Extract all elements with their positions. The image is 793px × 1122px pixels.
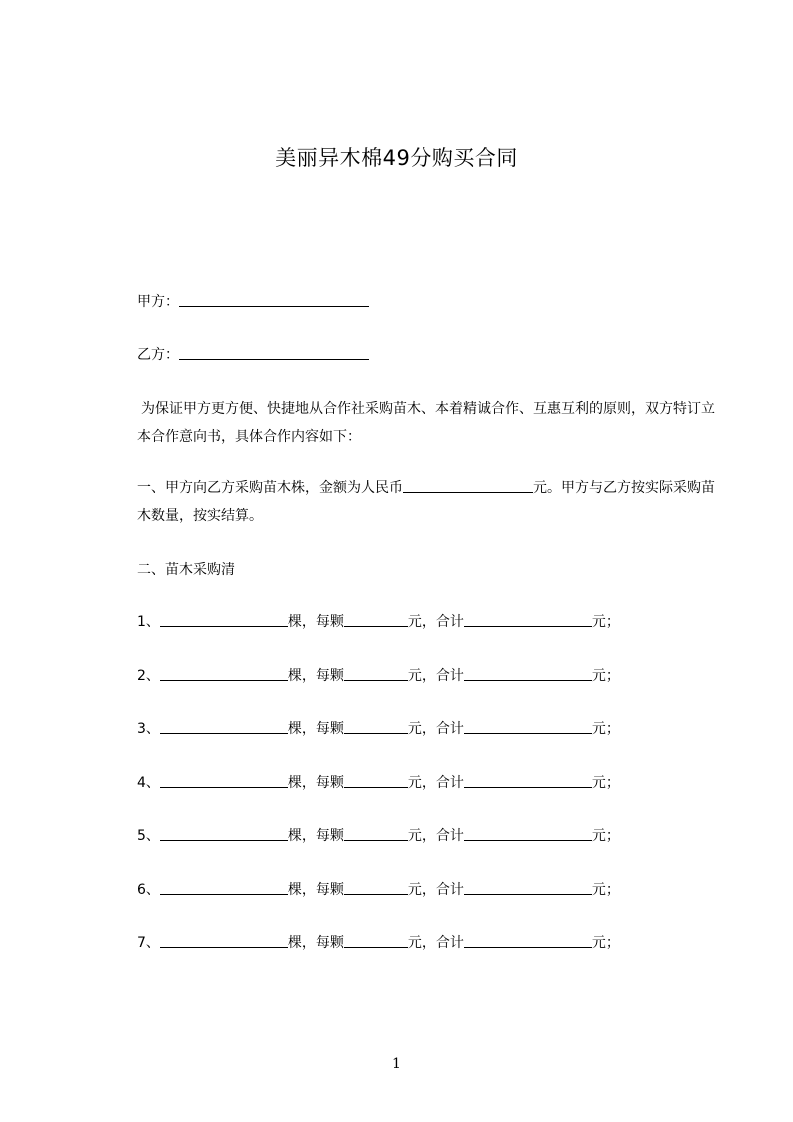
unit-price-blank[interactable] bbox=[344, 826, 408, 841]
unit-price-blank[interactable] bbox=[344, 612, 408, 627]
unit-total-text: 元； bbox=[591, 721, 620, 737]
clause-1-paragraph bbox=[137, 474, 727, 530]
unit-qty-text: 棵，每颗 bbox=[287, 774, 344, 791]
quantity-blank[interactable] bbox=[160, 880, 288, 895]
unit-total-text: 元； bbox=[591, 774, 620, 791]
amount-blank[interactable] bbox=[403, 478, 533, 493]
list-item-number: 2、 bbox=[137, 667, 160, 684]
purchase-list-item bbox=[137, 612, 620, 632]
quantity-blank[interactable] bbox=[160, 933, 288, 948]
total-blank[interactable] bbox=[464, 612, 592, 627]
quantity-blank[interactable] bbox=[160, 666, 288, 681]
total-blank[interactable] bbox=[464, 666, 592, 681]
total-blank[interactable] bbox=[464, 826, 592, 841]
list-item-number: 6、 bbox=[137, 881, 160, 898]
total-blank[interactable] bbox=[464, 773, 592, 788]
intro-paragraph bbox=[137, 395, 727, 451]
quantity-blank[interactable] bbox=[160, 773, 288, 788]
party-a-label: 甲方： bbox=[137, 294, 179, 310]
total-blank[interactable] bbox=[464, 880, 592, 895]
unit-price-blank[interactable] bbox=[344, 933, 408, 948]
unit-qty-text: 棵，每颗 bbox=[287, 667, 344, 684]
list-item-number: 1、 bbox=[137, 614, 160, 630]
unit-price-blank[interactable] bbox=[344, 880, 408, 895]
party-b-line bbox=[137, 345, 369, 365]
party-b-blank[interactable] bbox=[179, 345, 369, 360]
unit-qty-text: 棵，每颗 bbox=[287, 828, 344, 844]
unit-price-blank[interactable] bbox=[344, 719, 408, 734]
purchase-list-item bbox=[137, 826, 620, 846]
purchase-list-item bbox=[137, 719, 620, 739]
unit-total-text: 元； bbox=[591, 667, 620, 684]
unit-total-text: 元； bbox=[591, 614, 620, 630]
total-blank[interactable] bbox=[464, 719, 592, 734]
list-item-number: 5、 bbox=[137, 828, 160, 844]
quantity-blank[interactable] bbox=[160, 826, 288, 841]
quantity-blank[interactable] bbox=[160, 612, 288, 627]
unit-total-text: 元； bbox=[591, 935, 620, 951]
unit-price-text: 元，合计 bbox=[407, 667, 464, 684]
party-a-blank[interactable] bbox=[179, 292, 369, 307]
unit-qty-text: 棵，每颗 bbox=[287, 721, 344, 737]
unit-price-blank[interactable] bbox=[344, 773, 408, 788]
purchase-list-item bbox=[137, 933, 620, 953]
unit-total-text: 元； bbox=[591, 828, 620, 844]
purchase-list-item bbox=[137, 666, 620, 686]
document-title: 美丽异木棉49分购买合同 bbox=[275, 146, 518, 170]
unit-price-text: 元，合计 bbox=[407, 614, 464, 630]
total-blank[interactable] bbox=[464, 933, 592, 948]
quantity-blank[interactable] bbox=[160, 719, 288, 734]
unit-price-text: 元，合计 bbox=[407, 935, 464, 951]
unit-price-text: 元，合计 bbox=[407, 828, 464, 844]
unit-qty-text: 棵，每颗 bbox=[287, 881, 344, 898]
list-item-number: 7、 bbox=[137, 935, 160, 951]
clause-1-text-after: 元。甲方与乙方按实际采购苗木数量，按实结算。 bbox=[137, 480, 715, 524]
unit-qty-text: 棵，每颗 bbox=[287, 935, 344, 951]
purchase-list-item bbox=[137, 880, 620, 900]
clause-1-text-before: 一、甲方向乙方采购苗木株，金额为人民币 bbox=[137, 480, 403, 496]
unit-price-text: 元，合计 bbox=[407, 774, 464, 791]
list-item-number: 3、 bbox=[137, 721, 160, 737]
party-b-label: 乙方： bbox=[137, 347, 179, 363]
purchase-list-item bbox=[137, 773, 620, 793]
section-2-heading: 二、苗木采购清 bbox=[137, 562, 235, 578]
unit-price-text: 元，合计 bbox=[407, 721, 464, 737]
intro-text: 为保证甲方更方便、快捷地从合作社采购苗木、本着精诚合作、互惠互利的原则，双方特订立本合作意向书，具体合作内容如下： bbox=[137, 401, 715, 445]
list-item-number: 4、 bbox=[137, 774, 160, 791]
unit-total-text: 元； bbox=[591, 881, 620, 898]
party-a-line bbox=[137, 292, 369, 312]
page-number: 1 bbox=[392, 1056, 401, 1072]
unit-price-blank[interactable] bbox=[344, 666, 408, 681]
unit-qty-text: 棵，每颗 bbox=[287, 614, 344, 630]
unit-price-text: 元，合计 bbox=[407, 881, 464, 898]
